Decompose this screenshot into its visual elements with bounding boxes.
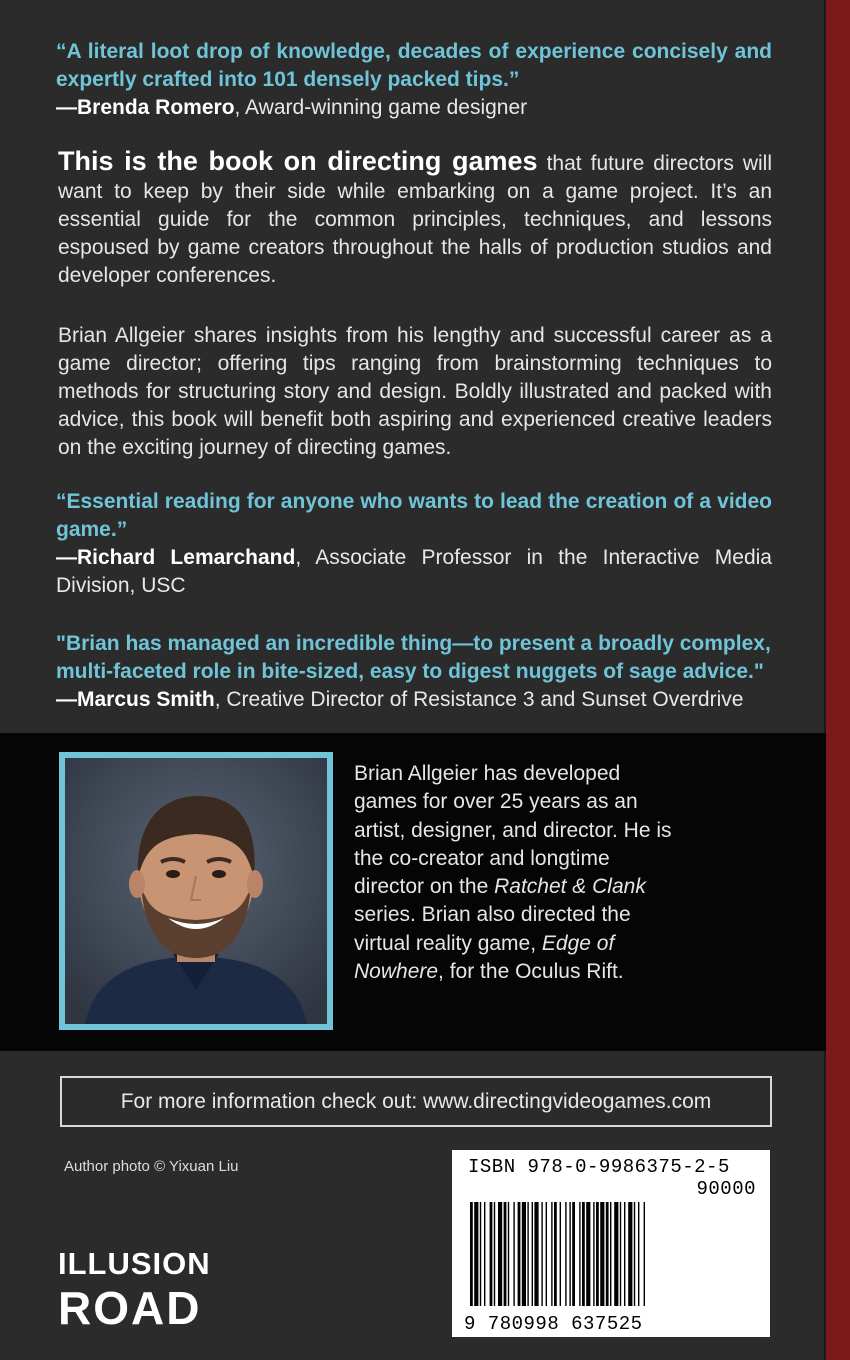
attribution-dash: —: [56, 96, 77, 119]
author-portrait-illustration: [65, 758, 327, 1024]
quote-text: “Essential reading for anyone who wants to lead the creation of a video game.”: [56, 490, 772, 541]
bio-text: series. Brian also directed the virtual reality game,: [354, 903, 631, 955]
publisher-logo: [58, 1244, 211, 1332]
bio-title-edge: Edge of Nowhere: [354, 931, 615, 984]
bio-text: , for the Oculus Rift.: [438, 960, 624, 984]
lead-rest: that future directors will want to keep by their side while embarking on a game project. It’s an essential guide for the common principles, techniques, and lessons espoused by game creators throughout the halls of production studios and developer conferences.: [58, 152, 772, 287]
barcode-bars-icon: [470, 1202, 754, 1306]
attribution-role: , Associate Professor in the Interactive Media Division, USC: [56, 546, 772, 597]
attribution-name: Brenda Romero: [77, 96, 235, 119]
publisher-logo-line1: ILLUSION: [58, 1246, 211, 1281]
attribution-dash: —: [56, 546, 77, 569]
quote-attribution: [56, 686, 772, 714]
attribution-role: , Creative Director of Resistance 3 and Sunset Overdrive: [214, 688, 744, 711]
isbn-barcode: [452, 1150, 770, 1337]
bio-text: Brian Allgeier has developed games for over 25 years as an artist, designer, and director. He is the co-creator and longtime director on the: [354, 762, 672, 899]
photo-credit: Author photo © Yixuan Liu: [64, 1158, 239, 1175]
barcode-number: 9 780998 637525: [464, 1313, 643, 1335]
website-info-box: For more information check out: www.directingvideogames.com: [60, 1076, 772, 1127]
quote-lemarchand: [56, 488, 772, 600]
attribution-dash: —: [56, 688, 77, 711]
description-paragraph-1: [58, 147, 772, 290]
publisher-logo-line2: ROAD: [58, 1282, 202, 1334]
spine: [826, 0, 850, 1360]
description-paragraph-2: Brian Allgeier shares insights from his lengthy and successful career as a game director; offering tips ranging from brainstorming techniques to methods for structuring story and design. Boldly illustrated and packed with advice, this book will benefit both aspiring and experienced creative leaders on the exciting journey of directing games.: [58, 324, 772, 459]
quote-romero: [56, 38, 772, 122]
quote-attribution: [56, 544, 772, 600]
quote-attribution: [56, 94, 772, 122]
attribution-role: , Award-winning game designer: [234, 96, 528, 119]
lead-heading: This is the book on directing games: [58, 146, 538, 176]
author-photo: [59, 752, 333, 1030]
quote-text: "Brian has managed an incredible thing—to present a broadly complex, multi-faceted role in bite-sized, easy to digest nuggets of sage advice.": [56, 632, 771, 683]
bio-title-ratchet: Ratchet & Clank: [494, 875, 646, 899]
attribution-name: Marcus Smith: [77, 688, 215, 711]
isbn-text: ISBN 978-0-9986375-2-5: [468, 1156, 730, 1178]
price-code: 90000: [696, 1178, 756, 1200]
author-bio: [354, 760, 684, 986]
quote-text: “A literal loot drop of knowledge, decades of experience concisely and expertly crafted into 101 densely packed tips.”: [56, 40, 772, 91]
attribution-name: Richard Lemarchand: [77, 546, 296, 569]
quote-smith: [56, 630, 772, 714]
